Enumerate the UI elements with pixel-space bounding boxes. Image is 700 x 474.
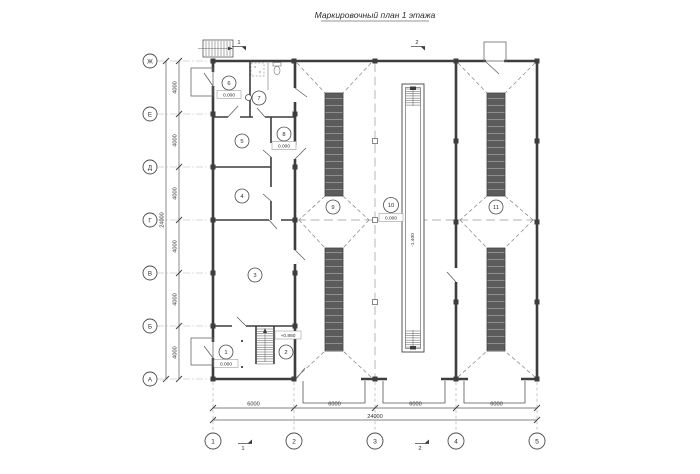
dim-24000-bottom: 24000 (367, 414, 383, 420)
svg-text:10: 10 (387, 203, 395, 210)
svg-text:А: А (147, 376, 153, 384)
svg-text:11: 11 (492, 205, 500, 212)
external-stair (198, 40, 233, 57)
axis-bubble-col-1 (205, 433, 221, 449)
dim-4000-4: 4000 (172, 240, 179, 253)
title-text: Маркировочный план 1 этажа (314, 10, 436, 20)
svg-text:0.000: 0.000 (277, 144, 291, 150)
axis-bubble-row-b (143, 319, 157, 333)
central-pit (402, 84, 424, 352)
dim-4000-1: 4000 (172, 81, 179, 94)
svg-text:0.000: 0.000 (219, 362, 233, 368)
svg-text:В: В (147, 270, 153, 278)
drawing-title (315, 10, 436, 21)
axis-bubble-col-4 (448, 433, 464, 449)
apron-gate2 (383, 381, 445, 403)
axis-bubble-col-3 (367, 433, 383, 449)
svg-text:0.000: 0.000 (222, 93, 236, 99)
svg-text:3: 3 (373, 438, 377, 446)
col-axis-bubbles (205, 433, 545, 449)
room-labels (214, 76, 503, 368)
svg-text:3: 3 (253, 273, 257, 280)
porch-top (484, 42, 506, 61)
axis-bubble-col-2 (286, 433, 302, 449)
svg-text:Д: Д (147, 164, 153, 172)
dim-4000-5: 4000 (172, 293, 179, 306)
section-mark-1-top (232, 40, 246, 51)
wc-bowl (274, 66, 280, 74)
svg-text:5: 5 (535, 438, 539, 446)
room-label-4 (235, 189, 249, 203)
room-label-8 (272, 127, 296, 150)
dim-6000-1: 6000 (247, 401, 260, 408)
room-label-9 (326, 200, 340, 214)
axis-bubble-row-g (143, 213, 157, 227)
section-mark-2-top (411, 40, 425, 51)
pit-bay11-top (487, 93, 505, 196)
axis-bubble-row-v (143, 266, 157, 280)
svg-text:9: 9 (331, 205, 335, 212)
central-pit-elevation: -1.400 (411, 233, 416, 247)
room-label-11 (489, 200, 503, 214)
svg-text:Б: Б (147, 323, 153, 331)
room-label-7 (252, 91, 266, 105)
room-label-3 (248, 268, 262, 282)
dim-6000-4: 6000 (490, 401, 503, 408)
room1-markers (241, 340, 243, 368)
round-fixture (246, 95, 252, 101)
section-mark-1-bottom (238, 440, 252, 453)
svg-text:6: 6 (227, 81, 231, 88)
axis-bubble-row-zh (143, 54, 157, 68)
porch-left-bottom (191, 338, 213, 365)
svg-text:2: 2 (292, 438, 296, 446)
svg-text:2: 2 (418, 446, 422, 452)
svg-text:4: 4 (454, 438, 458, 446)
room-label-5 (235, 134, 249, 148)
dim-24000-left: 24000 (159, 212, 166, 228)
row-axis-bubbles (143, 54, 157, 386)
axis-bubble-row-e (143, 107, 157, 121)
svg-text:+0.860: +0.860 (280, 334, 296, 339)
pit-bay9-top (325, 93, 343, 196)
svg-text:2: 2 (415, 40, 419, 46)
dim-6000-2: 6000 (328, 401, 341, 408)
wc-cistern (273, 63, 281, 67)
svg-text:2: 2 (284, 350, 288, 357)
porch-left-top (191, 68, 213, 96)
dim-4000-3: 4000 (172, 187, 179, 200)
room-label-6 (217, 76, 241, 99)
pit-bay9-bottom (325, 248, 343, 351)
shower-tray (251, 63, 264, 76)
svg-text:5: 5 (240, 139, 244, 146)
room-label-2 (275, 331, 301, 359)
svg-text:1: 1 (224, 350, 228, 357)
svg-text:1: 1 (237, 40, 241, 46)
svg-text:4: 4 (240, 194, 244, 201)
section-mark-2-bottom (415, 440, 429, 453)
dim-6000-3: 6000 (409, 401, 422, 408)
apron-gate1 (303, 381, 365, 403)
svg-text:Е: Е (147, 111, 153, 119)
apron-gate3 (464, 381, 525, 403)
svg-text:Ж: Ж (147, 58, 153, 66)
svg-text:8: 8 (282, 132, 286, 139)
dim-4000-2: 4000 (172, 134, 179, 147)
room-label-10 (379, 198, 403, 222)
axis-bubble-row-a (143, 372, 157, 386)
col-extension-lines (213, 382, 537, 431)
svg-text:Г: Г (148, 217, 152, 225)
pit-bay11-bottom (487, 248, 505, 351)
axis-bubble-row-d (143, 160, 157, 174)
svg-text:1: 1 (211, 438, 215, 446)
svg-text:1: 1 (241, 446, 245, 452)
internal-stair (256, 326, 274, 364)
svg-text:7: 7 (257, 96, 261, 103)
dim-4000-6: 4000 (172, 346, 179, 359)
room-label-1 (214, 345, 238, 368)
axis-bubble-col-5 (529, 433, 545, 449)
svg-text:0.000: 0.000 (384, 216, 398, 222)
